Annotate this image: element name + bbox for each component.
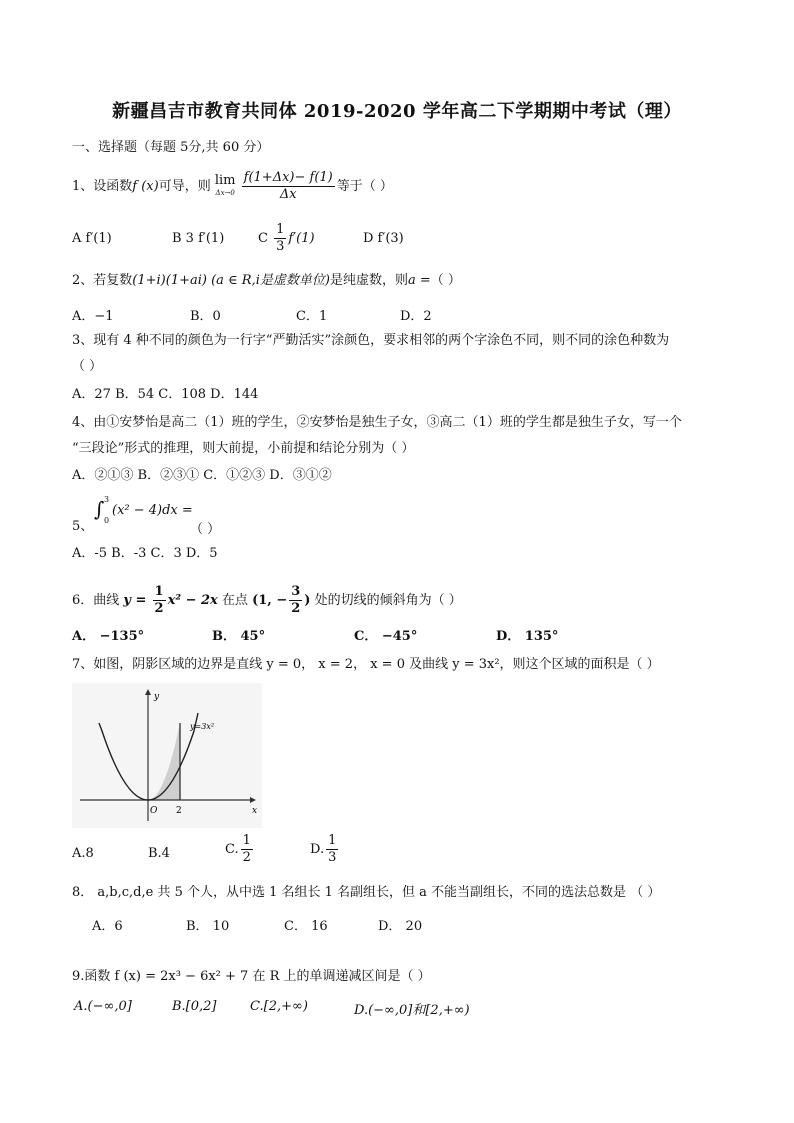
q6-eq-frac <box>153 584 166 617</box>
q8-option-a: A．6 <box>92 919 123 934</box>
q2-text-b: 是纯虚数，则 <box>329 273 408 288</box>
q1-option-c-expr: f′(1) <box>288 231 315 246</box>
q5-options: A．-5 B．-3 C．3 D．5 <box>72 546 218 561</box>
q5-integral-sign: ∫ <box>94 497 105 521</box>
q1-option-a: A f′(1) <box>72 231 112 246</box>
q1-option-d: D f′(3) <box>363 231 404 246</box>
q3-line-2: （ ） <box>72 359 103 374</box>
q6-eq-lhs: y = <box>123 593 147 608</box>
q6-option-a: A． −135° <box>72 629 145 644</box>
q8-option-b: B． 10 <box>186 919 230 934</box>
q1-lim-sub: Δx→0 <box>215 188 235 197</box>
q5-paren: （ ） <box>190 522 221 537</box>
q7-option-d-label: D. <box>310 842 325 857</box>
q1-lim-word: lim <box>214 172 236 188</box>
question-6 <box>72 584 462 617</box>
q6-pt-num: 3 <box>291 584 301 599</box>
q1-option-b: B 3 f′(1) <box>172 231 225 246</box>
q1-numerator: f(1+Δx)− f(1) <box>243 170 333 185</box>
q6-suffix: 处的切线的倾斜角为（ ） <box>314 593 462 608</box>
q7-text: 7、如图，阴影区域的边界是直线 y = 0， x = 2， x = 0 及曲线 y = 3x²，则这个区域的面积是（ ） <box>72 657 660 672</box>
q1-c-num: 1 <box>276 222 285 237</box>
q6-point-a: (1, − <box>252 593 288 608</box>
q6-option-c: C． −45° <box>354 629 418 644</box>
q6-pt-den: 2 <box>291 601 301 616</box>
graph-background <box>72 683 262 828</box>
q7-option-a: A.8 <box>72 846 94 861</box>
q6-option-b: B． 45° <box>212 629 266 644</box>
graph-y-label: y <box>154 692 160 702</box>
q6-eq-num: 1 <box>154 584 164 599</box>
q1-option-c <box>258 222 315 255</box>
q1-prefix: 1、设函数 <box>72 179 133 194</box>
q2-option-a: A．−1 <box>72 309 114 324</box>
q3-options: A．27 B．54 C．108 D．144 <box>72 387 259 402</box>
q2-tail: （ ） <box>430 273 461 288</box>
q9-option-b: B.[0,2] <box>172 999 217 1014</box>
q1-c-den: 3 <box>276 239 285 254</box>
section-heading: 一、选择题（每题 5分,共 60 分） <box>72 140 270 155</box>
q7-c-num: 1 <box>242 833 251 848</box>
q3-line-1: 3、现有 4 种不同的颜色为一行字“严勤活实”涂颜色，要求相邻的两个字涂色不同，则不同的涂色种数为 <box>72 333 670 348</box>
q9-text: 9.函数 f (x) = 2x³ − 6x² + 7 在 R 上的单调递减区间是（ ） <box>72 969 431 984</box>
q7-d-num: 1 <box>328 833 337 848</box>
q9-option-c: C.[2,+∞) <box>250 999 308 1014</box>
q7-option-b: B.4 <box>148 846 170 861</box>
q6-point-b: ) <box>304 593 311 608</box>
q8-text: 8． a,b,c,d,e 共 5 个人，从中选 1 名组长 1 名副组长，但 a 不能当副组长，不同的选法总数是 （ ） <box>72 885 661 900</box>
q7-option-c-label: C. <box>225 842 239 857</box>
q7-option-d-frac <box>326 833 338 866</box>
q1-fraction <box>242 170 335 203</box>
page-title: 新疆昌吉市教育共同体 2019-2020 学年高二下学期期中考试（理） <box>112 101 682 122</box>
q6-point-frac <box>289 584 302 617</box>
q1-denominator: Δx <box>279 187 297 202</box>
graph-curve-label: y=3x² <box>190 722 215 731</box>
question-1 <box>72 170 393 203</box>
q2-text-a: 2、若复数 <box>72 273 133 288</box>
q4-line-1: 4、由①安梦怡是高二（1）班的学生，②安梦怡是独生子女，③高二（1）班的学生都是独生子女，写一个 <box>72 415 682 430</box>
q7-option-c-frac <box>241 833 253 866</box>
q2-expr: (1+i)(1+ai) (a ∈ R,i是虚数单位) <box>132 273 330 288</box>
graph-x-label: x <box>252 806 258 816</box>
q4-options: A．②①③ B．②③① C．①②③ D．③①② <box>72 468 332 483</box>
q6-mid: 在点 <box>221 593 248 608</box>
q1-option-c-label: C <box>258 231 268 246</box>
q7-option-d <box>310 833 340 866</box>
q6-option-d: D． 135° <box>496 629 559 644</box>
q7-option-c <box>225 833 255 866</box>
q6-prefix: 6．曲线 <box>72 593 120 608</box>
q9-option-d: D.(−∞,0]和[2,+∞) <box>354 1003 470 1018</box>
q7-c-den: 2 <box>242 850 251 865</box>
q5-lower-limit: 0 <box>104 516 110 525</box>
graph-tick-2: 2 <box>176 806 182 816</box>
q1-option-c-frac <box>274 222 286 255</box>
question-2 <box>72 272 461 290</box>
q5-upper-limit: 3 <box>104 495 110 504</box>
q8-option-d: D． 20 <box>378 919 423 934</box>
q2-option-c: C．1 <box>296 309 328 324</box>
q1-suffix: 等于（ ） <box>336 179 393 194</box>
q6-eq-den: 2 <box>154 601 164 616</box>
q2-var: a = <box>407 273 431 288</box>
q7-d-den: 3 <box>328 850 337 865</box>
q2-option-d: D．2 <box>400 309 432 324</box>
q1-limit <box>214 172 236 199</box>
q6-eq-rest: x² − 2x <box>167 593 218 608</box>
q5-label: 5、 <box>72 519 94 534</box>
q8-option-c: C． 16 <box>284 919 328 934</box>
q2-option-b: B．0 <box>190 309 221 324</box>
q9-option-a: A.(−∞,0] <box>74 999 132 1014</box>
q7-graph <box>72 683 262 828</box>
q5-integrand: (x² − 4)dx = <box>112 503 193 518</box>
q1-fx: f (x) <box>132 179 159 194</box>
q4-line-2: “三段论”形式的推理，则大前提，小前提和结论分别为（ ） <box>72 441 415 456</box>
graph-origin-label: O <box>150 806 158 816</box>
q1-mid: 可导，则 <box>158 179 211 194</box>
